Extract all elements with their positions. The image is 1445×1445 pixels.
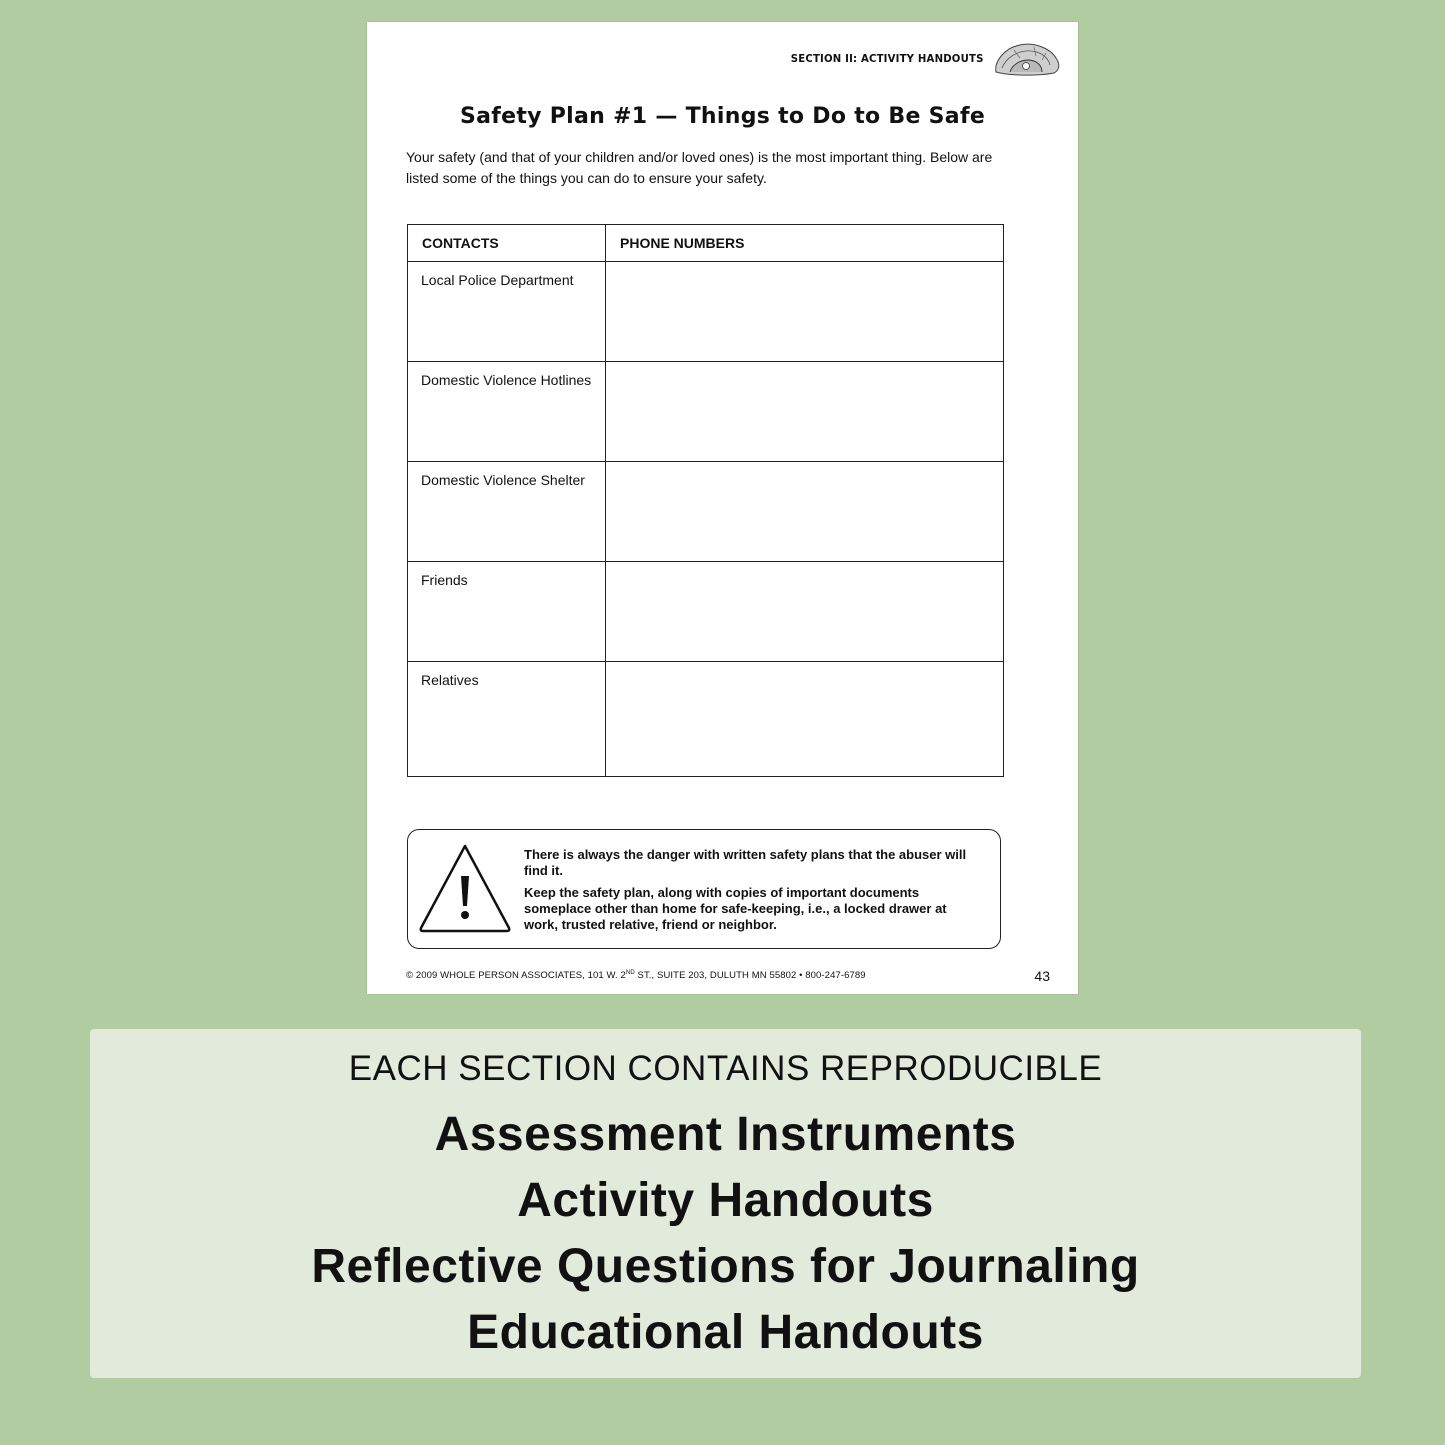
copyright-footer: [406, 970, 866, 981]
banner-item: Activity Handouts: [517, 1174, 934, 1227]
handout-page: [367, 22, 1078, 994]
table-row: [408, 662, 1004, 777]
footer-text: © 2009 WHOLE PERSON ASSOCIATES, 101 W. 2: [406, 970, 626, 982]
table-row: [408, 262, 1004, 362]
banner-lead: EACH SECTION CONTAINS REPRODUCIBLE: [348, 1049, 1103, 1088]
phone-cell: [606, 462, 1004, 562]
warning-icon: [415, 840, 515, 938]
footer-superscript: ND: [625, 970, 635, 976]
warning-paragraph: Keep the safety plan, along with copies of important documents someplace other than home for safe-keeping, i.e., a locked drawer at work, trusted relative, friend or neighbor.: [524, 885, 947, 932]
banner-item: Educational Handouts: [467, 1306, 984, 1359]
page-title: Safety Plan #1 — Things to Do to Be Safe: [459, 104, 986, 129]
warning-box: [407, 829, 1001, 949]
phone-numbers-header: PHONE NUMBERS: [606, 225, 1004, 262]
footer-text-rest: ST., SUITE 203, DULUTH MN 55802 • 800-247-6789: [634, 970, 866, 982]
contacts-header: CONTACTS: [408, 225, 606, 262]
banner-item: Assessment Instruments: [434, 1108, 1017, 1161]
running-head: SECTION II: ACTIVITY HANDOUTS: [791, 52, 984, 65]
intro-paragraph: Your safety (and that of your children and/or loved ones) is the most important thing. Below are listed some of the things you can do to ensure your safety.: [406, 149, 993, 186]
phone-cell: [606, 362, 1004, 462]
warning-text: [524, 847, 984, 939]
table-row: [408, 562, 1004, 662]
table-row: [408, 362, 1004, 462]
contact-cell: Relatives: [408, 662, 606, 777]
stones-icon: [990, 38, 1064, 78]
phone-cell: [606, 662, 1004, 777]
banner-item: Reflective Questions for Journaling: [311, 1240, 1140, 1293]
contact-cell: Domestic Violence Shelter: [408, 462, 606, 562]
contact-cell: Domestic Violence Hotlines: [408, 362, 606, 462]
banner-list: [90, 1102, 1361, 1366]
phone-cell: [606, 562, 1004, 662]
table-row: [408, 462, 1004, 562]
contact-cell: Local Police Department: [408, 262, 606, 362]
page-number: 43: [1034, 968, 1050, 984]
contacts-table: [407, 224, 1004, 777]
table-header-row: [408, 225, 1004, 262]
warning-paragraph: There is always the danger with written safety plans that the abuser will find it.: [524, 847, 967, 878]
phone-cell: [606, 262, 1004, 362]
contents-banner: [90, 1029, 1361, 1378]
contact-cell: Friends: [408, 562, 606, 662]
